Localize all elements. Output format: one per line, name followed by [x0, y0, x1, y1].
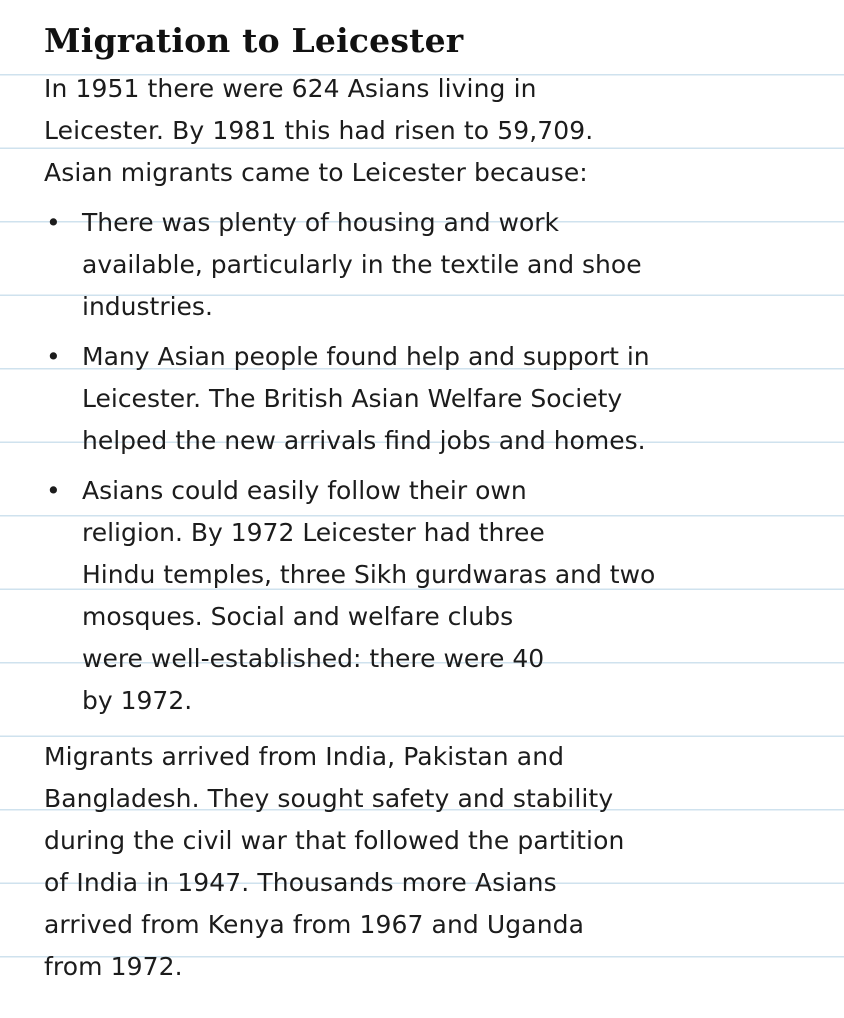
list-item-line: industries.: [82, 291, 213, 321]
closing-line: during the civil war that followed the partition: [44, 825, 625, 855]
closing-line: Migrants arrived from India, Pakistan and: [44, 741, 565, 771]
list-item-line: available, particularly in the textile and shoe: [82, 249, 642, 279]
list-item-line: Leicester. The British Asian Welfare Society: [82, 383, 623, 413]
closing-line: arrived from Kenya from 1967 and Uganda: [44, 909, 585, 939]
intro-line: In 1951 there were 624 Asians living in: [44, 73, 537, 103]
bullet-icon: •: [46, 207, 61, 237]
intro-line: Leicester. By 1981 this had risen to 59,709.: [44, 115, 594, 145]
document-page: [44, 22, 829, 988]
page-title: Migration to Leicester: [44, 21, 464, 60]
list-item-line: Many Asian people found help and support in: [82, 341, 650, 371]
bullet-icon: •: [46, 341, 61, 371]
list-item-line: mosques. Social and welfare clubs: [82, 601, 514, 631]
list-item-line: helped the new arrivals find jobs and homes.: [82, 425, 646, 455]
list-item-housing-work: [44, 202, 829, 328]
closing-line: of India in 1947. Thousands more Asians: [44, 867, 557, 897]
intro-line: Asian migrants came to Leicester because:: [44, 157, 588, 187]
bullet-icon: •: [46, 475, 61, 505]
closing-paragraph: [44, 736, 829, 988]
list-item-religion: [44, 470, 829, 722]
closing-line: from 1972.: [44, 951, 183, 981]
closing-line: Bangladesh. They sought safety and stability: [44, 783, 614, 813]
intro-paragraph: [44, 68, 829, 194]
reasons-list: [44, 202, 829, 722]
list-item-line: were well-established: there were 40: [82, 643, 545, 673]
list-item-line: Asians could easily follow their own: [82, 475, 527, 505]
list-item-line: by 1972.: [82, 685, 193, 715]
list-item-line: Hindu temples, three Sikh gurdwaras and two: [82, 559, 656, 589]
list-item-help-support: [44, 336, 829, 462]
list-item-line: religion. By 1972 Leicester had three: [82, 517, 545, 547]
list-item-line: There was plenty of housing and work: [82, 207, 560, 237]
